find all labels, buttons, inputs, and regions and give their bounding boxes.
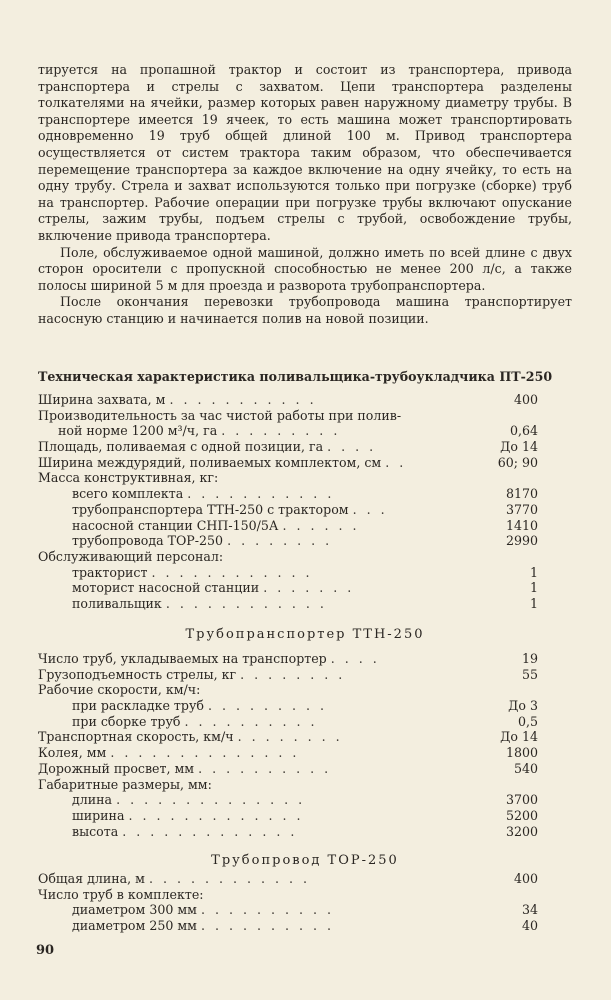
spec-row: ширина . . . . . . . . . . . . . 5200 bbox=[72, 807, 538, 823]
spec-row: Габаритные размеры, мм: bbox=[38, 776, 212, 792]
spec-row: ной норме 1200 м³/ч, га . . . . . . . . . 0,64 bbox=[58, 423, 538, 439]
spec-row: Рабочие скорости, км/ч: bbox=[38, 682, 201, 698]
spec-row: Число труб в комплекте: bbox=[38, 886, 204, 902]
spec-row: поливальщик . . . . . . . . . . . . 1 bbox=[72, 595, 538, 611]
spec-row: всего комплекта . . . . . . . . . . . 8170 bbox=[72, 486, 538, 502]
spec-row: диаметром 300 мм . . . . . . . . . . 34 bbox=[72, 902, 538, 918]
spec-row: Дорожный просвет, мм . . . . . . . . . . 540 bbox=[38, 760, 538, 776]
spec-row: трубопровода ТОР-250 . . . . . . . . 2990 bbox=[72, 533, 538, 549]
spec-row: Обслуживающий персонал: bbox=[38, 548, 224, 564]
section-title: Техническая характеристика поливальщика-трубоукладчика ПТ-250 bbox=[38, 369, 553, 384]
body-text bbox=[38, 62, 572, 328]
spec-row: Ширина захвата, м . . . . . . . . . . . 400 bbox=[38, 392, 538, 407]
spec-row: Масса конструктивная, кг: bbox=[38, 470, 219, 486]
spec-table-tor250 bbox=[38, 871, 572, 934]
page-number: 90 bbox=[36, 943, 55, 958]
spec-row: высота . . . . . . . . . . . . . 3200 bbox=[72, 823, 538, 839]
spec-row: Число труб, укладываемых на транспортер . . . . 19 bbox=[38, 651, 538, 666]
spec-row: насосной станции СНП-150/5А . . . . . . 1410 bbox=[72, 517, 538, 533]
spec-row: Ширина междурядий, поливаемых комплектом, см . . 60; 90 bbox=[38, 454, 538, 470]
subhead-ttn: Трубопранспортер ТТН-250 bbox=[185, 627, 425, 642]
paragraph-1: тируется на пропашной трактор и состоит из транспортера, привода транспортера и стрелы с захватом. Цепи транспортера разделены толкателями на ячейки, размер которых равен наружному диаметру трубы. В транспортере имеется 19 ячеек, то есть машина может транспортировать одновременно 19 труб общей длиной 100 м. Привод транспортера осуществляется от систем трактора таким образом, что обеспечивается перемещение транспортера за каждое включение на одну ячейку, то есть на одну трубу. Стрела и захват используются только при погрузке (сборке) труб на транспортер. Рабочие операции при погрузке трубы включают опускание стрелы, зажим трубы, подъем стрелы с трубой, освобождение трубы, включение привода транспортера. bbox=[38, 62, 572, 243]
paragraph-3: После окончания перевозки трубопровода машина транспортирует насосную станцию и начинается полив на новой позиции. bbox=[38, 294, 572, 326]
spec-row: Колея, мм . . . . . . . . . . . . . . 1800 bbox=[38, 745, 538, 761]
spec-row: диаметром 250 мм . . . . . . . . . . 40 bbox=[72, 918, 538, 934]
spec-row: моторист насосной станции . . . . . . . 1 bbox=[72, 580, 538, 596]
subhead-tor: Трубопровод ТОР-250 bbox=[211, 853, 399, 868]
spec-row: Общая длина, м . . . . . . . . . . . . 400 bbox=[38, 871, 538, 886]
spec-row: Грузоподъемность стрелы, кг . . . . . . . . 55 bbox=[38, 666, 538, 682]
paragraph-2: Поле, обслуживаемое одной машиной, должно иметь по всей длине с двух сторон оросители с пропускной способностью не менее 200 л/с, а также полосы шириной 5 м для проезда и разворота трубопранспортера. bbox=[38, 244, 572, 293]
spec-row: длина . . . . . . . . . . . . . . 3700 bbox=[72, 792, 538, 808]
spec-row: Производительность за час чистой работы при полив- bbox=[38, 407, 402, 423]
spec-row: при раскладке труб . . . . . . . . . До 3 bbox=[72, 698, 538, 714]
spec-table-ttn250 bbox=[38, 651, 572, 839]
spec-table-pt250 bbox=[38, 392, 572, 612]
spec-row: трубопранспортера ТТН-250 с трактором . . . 3770 bbox=[72, 501, 538, 517]
spec-row: при сборке труб . . . . . . . . . . 0,5 bbox=[72, 713, 538, 729]
spec-row: Транспортная скорость, км/ч . . . . . . . . До 14 bbox=[38, 729, 538, 745]
spec-row: тракторист . . . . . . . . . . . . 1 bbox=[72, 564, 538, 580]
spec-row: Площадь, поливаемая с одной позиции, га . . . . До 14 bbox=[38, 439, 538, 455]
